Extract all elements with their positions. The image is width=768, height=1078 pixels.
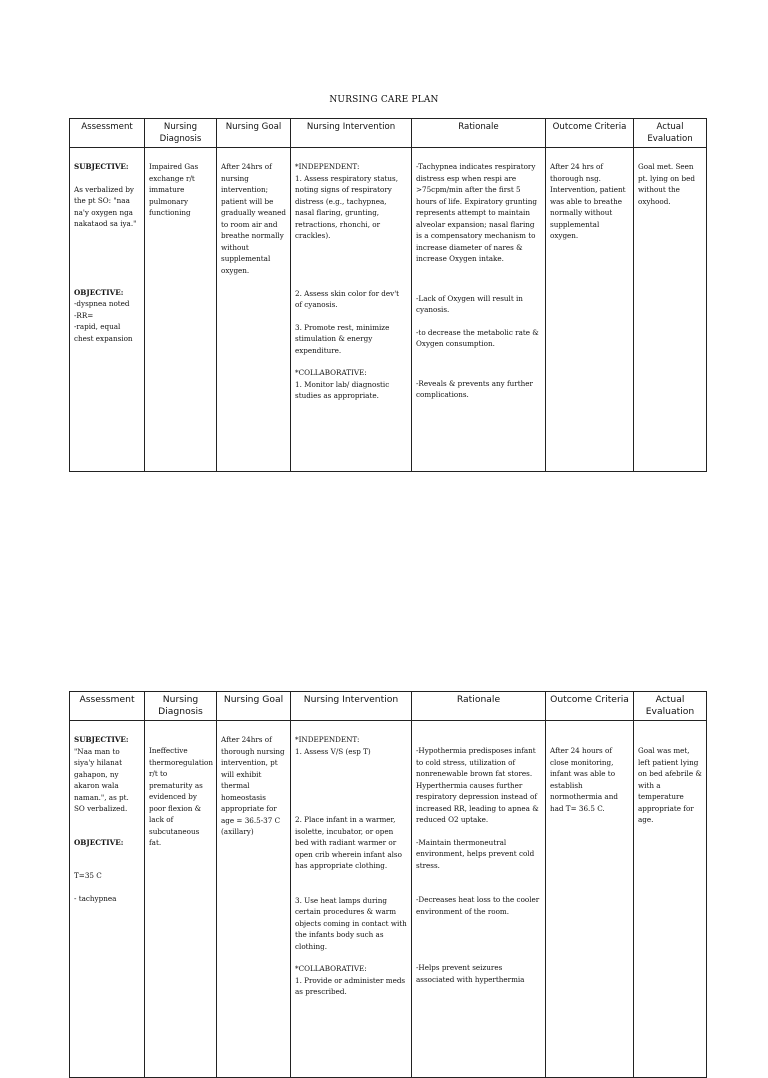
collaborative-label: *COLLABORATIVE:	[295, 368, 367, 377]
col-header-nursing-goal: Nursing Goal	[217, 692, 291, 721]
subjective-text: "Naa man to siya'y hilanat gahapon, ny akaron wala naman.", as pt. SO verbalized.	[74, 746, 129, 813]
diagnosis-cell: Impaired Gas exchange r/t immature pulmonary functioning	[145, 148, 217, 472]
col-header-nursing-goal: Nursing Goal	[217, 119, 291, 148]
col-header-rationale: Rationale	[412, 692, 546, 721]
col-header-nursing-intervention: Nursing Intervention	[291, 119, 412, 148]
col-header-outcome-criteria: Outcome Criteria	[546, 119, 634, 148]
rationale-item: -Decreases heat loss to the cooler environment of the room.	[416, 895, 540, 916]
rationale-item: -Maintain thermoneutral environment, helps prevent cold stress.	[416, 837, 535, 870]
col-header-actual-evaluation: Actual Evaluation	[634, 692, 707, 721]
intervention-item: 1. Provide or administer meds as prescribed.	[295, 975, 406, 996]
goal-cell: After 24hrs of thorough nursing intervention, pt will exhibit thermal homeostasis appropriate for age = 36.5-37 C (axillary)	[217, 721, 291, 1078]
rationale-item: -Reveals & prevents any further complications.	[416, 378, 533, 399]
care-plan-table-2	[69, 691, 707, 1078]
independent-label: *INDEPENDENT:	[295, 735, 360, 744]
rationale-item: -Helps prevent seizures associated with hyperthermia	[416, 963, 525, 984]
rationale-item: -Hypothermia predisposes infant to cold stress, utilization of nonrenewable brown fat stores. Hyperthermia causes further respiratory depression instead of increased RR, leading to apnea & reduced O2 uptake.	[416, 746, 539, 824]
col-header-rationale: Rationale	[412, 119, 546, 148]
assessment-cell	[70, 148, 145, 472]
objective-item: - tachypnea	[74, 893, 117, 903]
collaborative-label: *COLLABORATIVE:	[295, 964, 367, 973]
document-title: NURSING CARE PLAN	[329, 95, 439, 105]
table-header-row	[70, 119, 707, 148]
intervention-item: 2. Assess skin color for dev't of cyanosis.	[295, 288, 400, 309]
subjective-label: SUBJECTIVE:	[74, 162, 129, 171]
intervention-item: 1. Assess respiratory status, noting signs of respiratory distress (e.g., tachypnea, nasal flaring, grunting, retractions, rhonchi, or crackles).	[295, 173, 398, 240]
rationale-item: -to decrease the metabolic rate & Oxygen consumption.	[416, 327, 539, 348]
intervention-item: 1. Assess V/S (esp T)	[295, 746, 371, 756]
objective-label: OBJECTIVE:	[74, 837, 124, 847]
objective-item: -dyspnea noted	[74, 299, 130, 308]
col-header-nursing-diagnosis: Nursing Diagnosis	[145, 692, 217, 721]
intervention-cell	[291, 148, 412, 472]
intervention-item: 3. Promote rest, minimize stimulation & energy expenditure.	[295, 322, 390, 355]
intervention-item: 1. Monitor lab/ diagnostic studies as appropriate.	[295, 379, 390, 400]
outcome-cell: After 24 hours of close monitoring, infant was able to establish normothermia and had T= 36.5 C.	[546, 721, 634, 1078]
col-header-assessment: Assessment	[70, 692, 145, 721]
col-header-assessment: Assessment	[70, 119, 145, 148]
subjective-label: SUBJECTIVE:	[74, 735, 129, 744]
objective-item: -rapid, equal chest expansion	[74, 322, 133, 343]
diagnosis-cell: Ineffective thermoregulation r/t to prematurity as evidenced by poor flexion & lack of subcutaneous fat.	[145, 721, 217, 1078]
intervention-item: 3. Use heat lamps during certain procedures & warm objects coming in contact with the infants body such as clothing.	[295, 895, 407, 951]
col-header-outcome-criteria: Outcome Criteria	[546, 692, 634, 721]
goal-cell: After 24hrs of nursing intervention; patient will be gradually weaned to room air and breathe normally without supplemental oxygen.	[217, 148, 291, 472]
independent-label: *INDEPENDENT:	[295, 162, 360, 171]
rationale-item: -Tachypnea indicates respiratory distress esp when respi are >75cpm/min after the first 5 hours of life. Expiratory grunting represents attempt to maintain alveolar expansion; nasal flaring is a compensatory mechanism to increase diameter of nares & increase Oxygen intake.	[416, 162, 537, 263]
evaluation-cell: Goal was met, left patient lying on bed afebrile & with a temperature appropriate for age.	[634, 721, 707, 1078]
evaluation-cell: Goal met. Seen pt. lying on bed without the oxyhood.	[634, 148, 707, 472]
objective-item: -RR=	[74, 310, 94, 320]
col-header-nursing-intervention: Nursing Intervention	[291, 692, 412, 721]
objective-label: OBJECTIVE:	[74, 287, 124, 297]
objective-temperature: T=35 C	[74, 871, 102, 880]
rationale-cell	[412, 148, 546, 472]
rationale-item: -Lack of Oxygen will result in cyanosis.	[416, 293, 523, 314]
subjective-text: As verbalized by the pt SO: "naa na'y oxygen nga nakataod sa iya."	[74, 184, 137, 228]
table-row	[70, 148, 707, 472]
table-header-row	[70, 692, 707, 721]
col-header-actual-evaluation: Actual Evaluation	[634, 119, 707, 148]
care-plan-table-1	[69, 118, 707, 472]
intervention-item: 2. Place infant in a warmer, isolette, incubator, or open bed with radiant warmer or open crib wherein infant also has appropriate clothing.	[295, 815, 402, 870]
col-header-nursing-diagnosis: Nursing Diagnosis	[145, 119, 217, 148]
outcome-cell: After 24 hrs of thorough nsg. Intervention, patient was able to breathe normally without supplemental oxygen.	[546, 148, 634, 472]
